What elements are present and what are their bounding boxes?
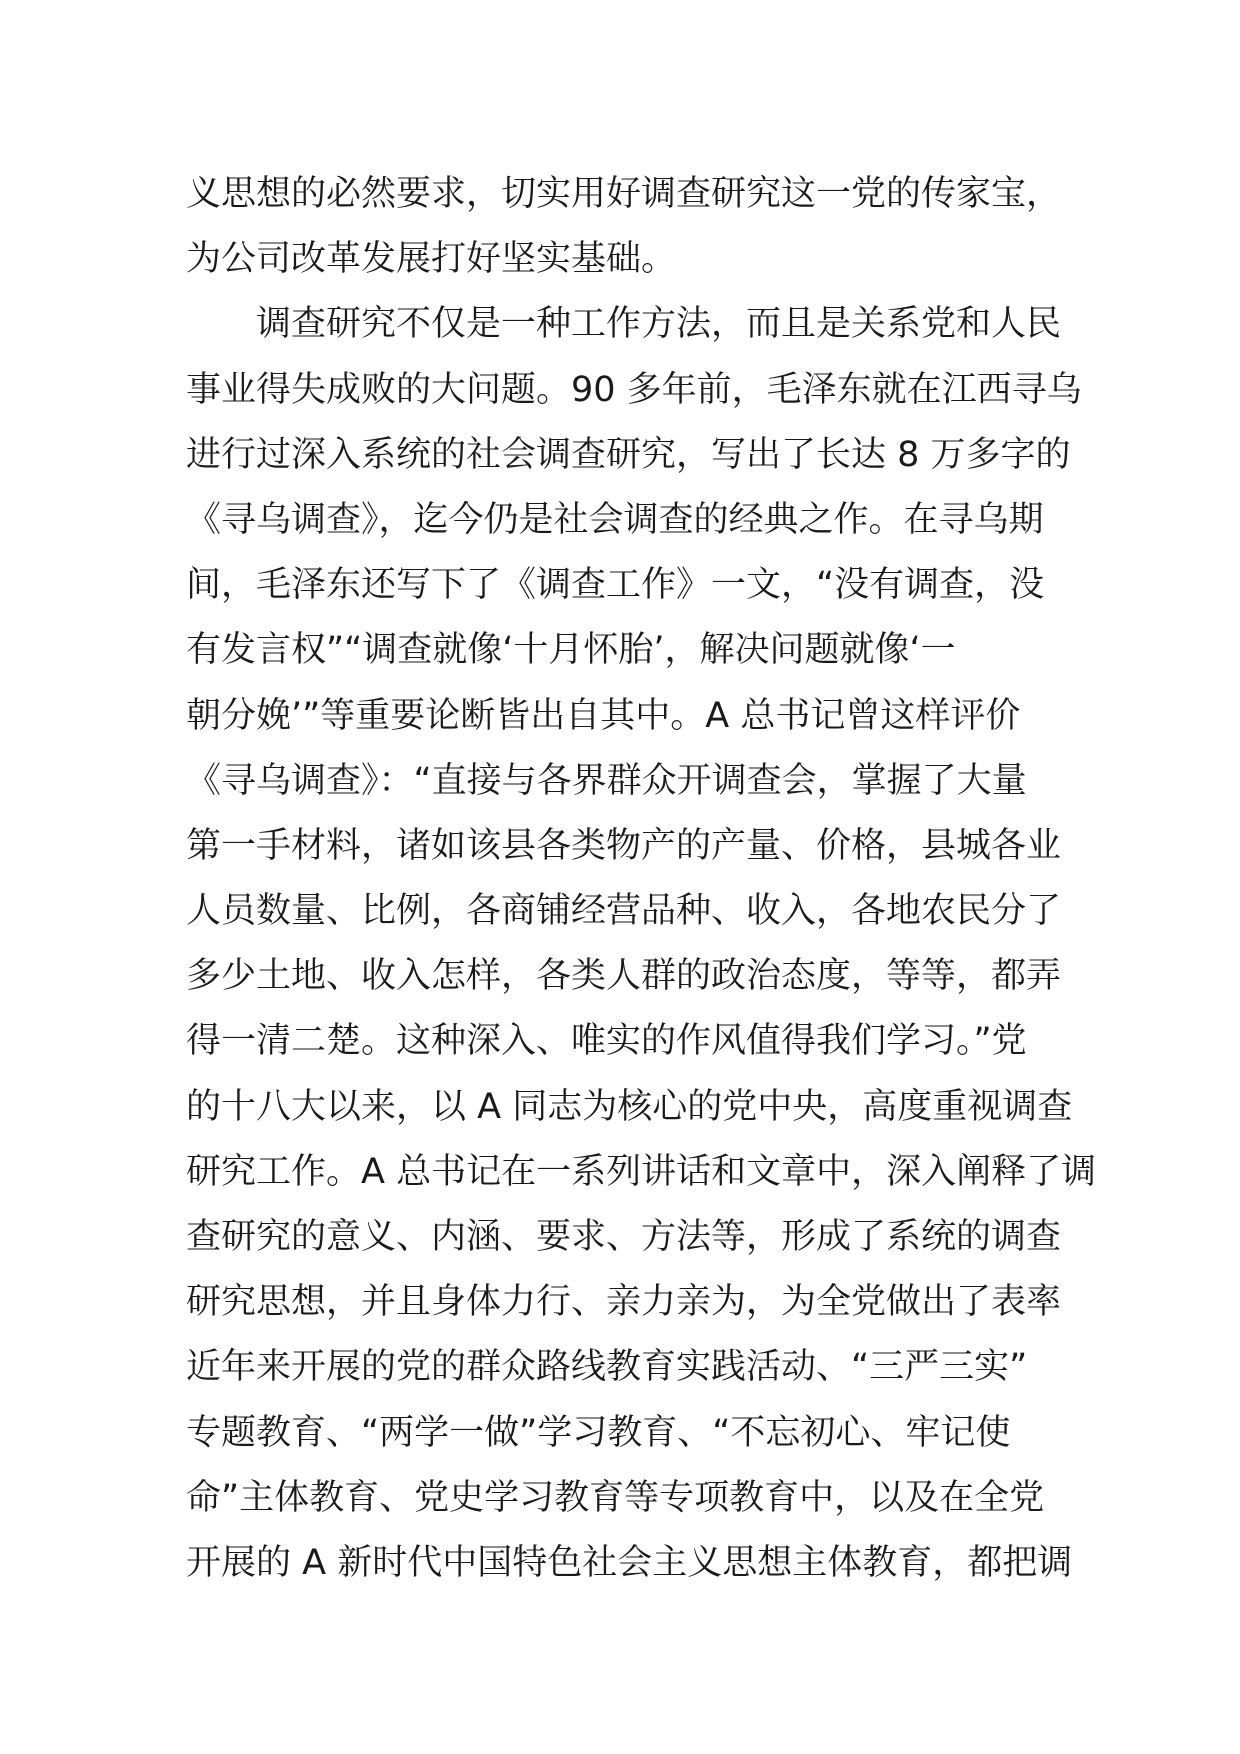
text-line: 义思想的必然要求，切实用好调查研究这一党的传家宝， [186,174,1062,214]
text-line: 有发言权”“调查就像‘十月怀胎’，解决问题就像‘一 [186,630,956,671]
text-line: 开展的 A 新时代中国特色社会主义思想主体教育，都把调 [186,1542,1073,1583]
text-line: 进行过深入系统的社会调查研究，写出了长达 8 万多字的 [186,434,1071,475]
text-line: 研究工作。A 总书记在一系列讲话和文章中，深入阐释了调 [186,1151,1097,1192]
text-line: 的十八大以来，以 A 同志为核心的党中央，高度重视调查 [186,1086,1073,1127]
text-line: 查研究的意义、内涵、要求、方法等，形成了系统的调查 [186,1217,1062,1257]
text-line: 专题教育、“两学一做”学习教育、“不忘初心、牢记使 [186,1412,1011,1453]
text-line: 研究思想，并且身体力行、亲力亲为，为全党做出了表率 [186,1282,1062,1323]
text-line: 《寻乌调查》，迄今仍是社会调查的经典之作。在寻乌期 [186,499,1044,540]
text-line: 《寻乌调查》：“直接与各界群众开调查会，掌握了大量 [186,760,1027,801]
paragraph-start-line: 调查研究不仅是一种工作方法，而且是关系党和人民 [256,304,1062,345]
text-line: 朝分娩’”等重要论断皆出自其中。A 总书记曾这样评价 [186,695,1021,736]
text-line: 间，毛泽东还写下了《调查工作》一文，“没有调查，没 [186,565,1045,606]
text-line: 人员数量、比例，各商铺经营品种、收入，各地农民分了 [186,891,1062,932]
text-line: 命”主体教育、党史学习教育等专项教育中，以及在全党 [186,1477,1045,1518]
text-line: 多少土地、收入怎样，各类人群的政治态度，等等，都弄 [186,956,1062,997]
text-line: 近年来开展的党的群众路线教育实践活动、“三严三实” [186,1347,1028,1388]
text-line: 事业得失成败的大问题。90 多年前，毛泽东就在江西寻乌 [186,369,1082,410]
text-line: 为公司改革发展打好坚实基础。 [186,239,677,280]
body-text [186,162,1097,1596]
text-line: 第一手材料，诸如该县各类物产的产量、价格，县城各业 [186,825,1062,866]
text-line: 得一清二楚。这种深入、唯实的作风值得我们学习。”党 [186,1021,1027,1062]
